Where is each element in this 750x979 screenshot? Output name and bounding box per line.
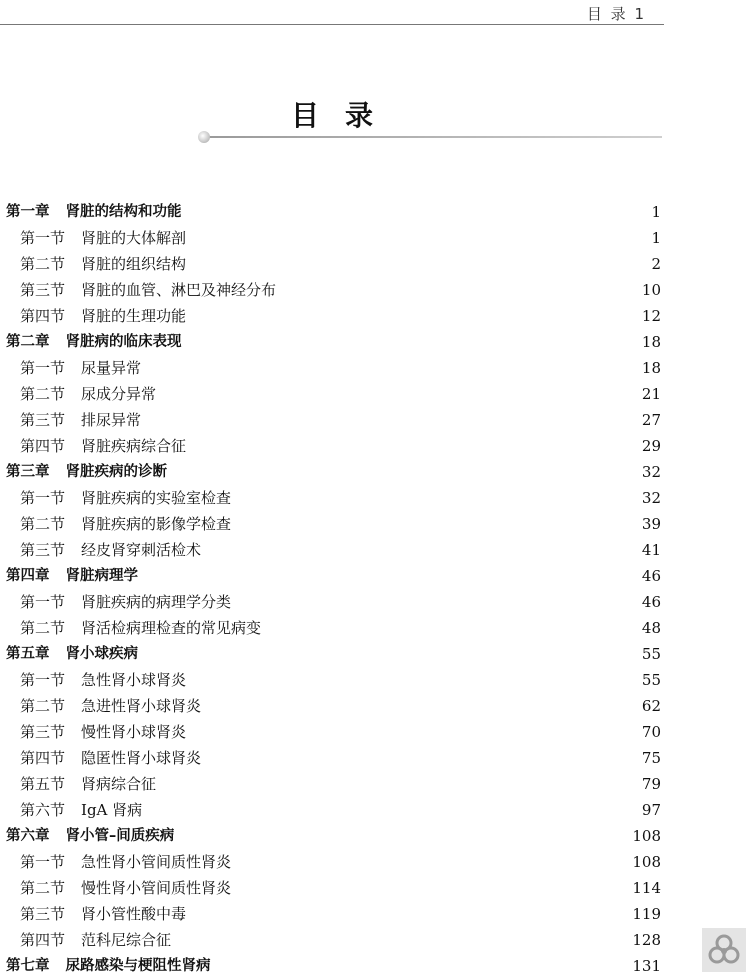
toc-entry-title: 肾脏的大体解剖 [81,229,187,247]
toc-entry-text [20,511,233,537]
toc-entry-text [20,745,203,771]
toc-entry-title: IgA 肾病 [81,801,143,819]
toc-entry-title: 排尿异常 [81,411,142,429]
toc-page-number: 21 [639,381,661,407]
toc-chapter-row[interactable] [0,563,664,589]
toc-section-row[interactable] [0,667,664,693]
toc-page-number: 55 [639,667,661,693]
toc-entry-text [20,927,173,953]
toc-page-number: 2 [648,251,661,277]
toc-entry-text [20,875,233,901]
biohazard-icon [702,928,746,972]
toc-section-row[interactable] [0,485,664,511]
toc-entry-text [6,199,184,225]
toc-entry-text [6,953,213,979]
toc-entry-text [6,823,176,849]
toc-entry-label: 第三节 [20,905,66,923]
toc-entry-label: 第三节 [20,723,66,741]
toc-section-row[interactable] [0,875,664,901]
toc-section-row[interactable] [0,433,664,459]
toc-section-row[interactable] [0,797,664,823]
toc-page-number: 97 [639,797,661,823]
toc-entry-text [20,277,278,303]
toc-entry-text [20,771,158,797]
toc-entry-title: 肾脏疾病的诊断 [65,464,167,480]
toc-entry-text [20,381,158,407]
toc-entry-title: 肾脏的组织结构 [81,255,187,273]
toc-entry-title: 肾小管–间质疾病 [65,828,175,844]
toc-entry-text [20,693,203,719]
page-title: 目录 [290,99,399,132]
toc-chapter-row[interactable] [0,459,664,485]
toc-page-number: 79 [639,771,661,797]
title-divider [198,131,662,143]
toc-entry-title: 肾脏疾病综合征 [81,437,187,455]
toc-section-row[interactable] [0,745,664,771]
toc-page-number: 119 [629,901,661,927]
toc-page-number: 41 [639,537,661,563]
toc-entry-title: 慢性肾小管间质性肾炎 [81,879,232,897]
toc-entry-title: 急性肾小管间质性肾炎 [81,853,232,871]
toc-section-row[interactable] [0,615,664,641]
toc-entry-label: 第一节 [20,229,66,247]
toc-chapter-row[interactable] [0,823,664,849]
toc-entry-label: 第一节 [20,489,66,507]
toc-page-number: 48 [639,615,661,641]
toc-entry-text [20,225,188,251]
toc-entry-label: 第三节 [20,281,66,299]
toc-chapter-row[interactable] [0,641,664,667]
toc-entry-label: 第一节 [20,671,66,689]
toc-page-number: 39 [639,511,661,537]
toc-page-number: 1 [648,225,661,251]
toc-entry-title: 肾小球疾病 [65,646,138,662]
toc-chapter-row[interactable] [0,329,664,355]
toc-page-number: 108 [629,849,661,875]
toc-chapter-row[interactable] [0,953,664,979]
toc-entry-text [6,459,169,485]
toc-entry-title: 急性肾小球肾炎 [81,671,187,689]
toc-entry-label: 第四节 [20,307,66,325]
toc-entry-title: 肾脏病理学 [65,568,138,584]
toc-entry-label: 第三章 [6,464,50,480]
toc-section-row[interactable] [0,303,664,329]
toc-entry-text [6,563,140,589]
toc-entry-title: 经皮肾穿刺活检术 [81,541,202,559]
toc-section-row[interactable] [0,927,664,953]
toc-section-row[interactable] [0,277,664,303]
toc-entry-label: 第六节 [20,801,66,819]
toc-entry-label: 第三节 [20,541,66,559]
toc-page-number: 10 [639,277,661,303]
toc-entry-text [20,797,144,823]
toc-page-number: 108 [629,823,661,849]
toc-entry-label: 第四节 [20,749,66,767]
toc-page-number: 70 [639,719,661,745]
toc-section-row[interactable] [0,251,664,277]
toc-entry-title: 肾脏的生理功能 [81,307,187,325]
toc-section-row[interactable] [0,849,664,875]
toc-entry-title: 肾脏疾病的影像学检查 [81,515,232,533]
toc-section-row[interactable] [0,407,664,433]
toc-page-number: 29 [639,433,661,459]
toc-page-number: 32 [639,485,661,511]
toc-entry-label: 第二节 [20,619,66,637]
toc-page-number: 18 [639,355,661,381]
running-header: 目 录 1 [586,5,646,23]
divider-line [206,136,662,138]
toc-entry-text [20,849,233,875]
toc-section-row[interactable] [0,537,664,563]
page-header [0,0,664,25]
toc-entry-text [20,537,203,563]
toc-entry-text [20,667,188,693]
toc-entry-text [20,433,188,459]
toc-entry-text [20,355,143,381]
toc-page-number: 128 [629,927,661,953]
toc-entry-title: 隐匿性肾小球肾炎 [81,749,202,767]
toc-entry-title: 肾脏的结构和功能 [65,204,182,220]
toc-page-number: 18 [639,329,661,355]
toc-section-row[interactable] [0,771,664,797]
toc-entry-label: 第二节 [20,515,66,533]
toc-page-number: 46 [639,563,661,589]
toc-entry-label: 第二节 [20,385,66,403]
toc-entry-text [20,303,188,329]
toc-entry-text [20,719,188,745]
toc-entry-title: 肾活检病理检查的常见病变 [81,619,262,637]
toc-page-number: 1 [648,199,661,225]
toc-entry-title: 尿路感染与梗阻性肾病 [65,958,211,974]
toc-section-row[interactable] [0,511,664,537]
toc-entry-title: 肾脏疾病的实验室检查 [81,489,232,507]
toc-entry-label: 第二节 [20,255,66,273]
toc-entry-label: 第五节 [20,775,66,793]
toc-section-row[interactable] [0,225,664,251]
toc-entry-label: 第二节 [20,697,66,715]
toc-entry-title: 急进性肾小球肾炎 [81,697,202,715]
toc-entry-label: 第一节 [20,593,66,611]
toc-section-row[interactable] [0,381,664,407]
toc-entry-label: 第二章 [6,334,50,350]
toc-entry-title: 肾病综合征 [81,775,157,793]
toc-section-row[interactable] [0,901,664,927]
toc-entry-label: 第四节 [20,931,66,949]
toc-entry-text [20,407,143,433]
toc-entry-label: 第三节 [20,411,66,429]
toc-entry-title: 慢性肾小球肾炎 [81,723,187,741]
toc-entry-label: 第五章 [6,646,50,662]
toc-page-number: 62 [639,693,661,719]
toc-entry-title: 尿成分异常 [81,385,157,403]
toc-page-number: 55 [639,641,661,667]
toc-section-row[interactable] [0,719,664,745]
toc-entry-label: 第一节 [20,359,66,377]
toc-entry-text [20,485,233,511]
toc-entry-text [6,329,184,355]
toc-chapter-row[interactable] [0,199,664,225]
toc-entry-title: 肾脏的血管、淋巴及神经分布 [81,281,277,299]
toc-section-row[interactable] [0,693,664,719]
toc-entry-text [20,251,188,277]
toc-entry-text [6,641,140,667]
toc-page-number: 114 [629,875,661,901]
toc-entry-title: 肾小管性酸中毒 [81,905,187,923]
toc-entry-title: 肾脏病的临床表现 [65,334,182,350]
toc-entry-title: 肾脏疾病的病理学分类 [81,593,232,611]
toc-entry-label: 第一章 [6,204,50,220]
toc-page-number: 32 [639,459,661,485]
toc-page-number: 46 [639,589,661,615]
toc-entry-label: 第一节 [20,853,66,871]
toc-entry-label: 第四节 [20,437,66,455]
divider-ornament [198,131,210,143]
toc-entry-label: 第二节 [20,879,66,897]
toc-page-number: 131 [629,953,661,979]
toc-page-number: 27 [639,407,661,433]
toc-entry-text [20,901,188,927]
toc-entry-label: 第七章 [6,958,50,974]
toc-page-number: 12 [639,303,661,329]
toc-entry-title: 范科尼综合征 [81,931,172,949]
table-of-contents [0,199,664,979]
toc-entry-title: 尿量异常 [81,359,142,377]
toc-section-row[interactable] [0,355,664,381]
toc-entry-label: 第四章 [6,568,50,584]
toc-page-number: 75 [639,745,661,771]
toc-section-row[interactable] [0,589,664,615]
toc-entry-text [20,615,263,641]
toc-entry-label: 第六章 [6,828,50,844]
toc-entry-text [20,589,233,615]
